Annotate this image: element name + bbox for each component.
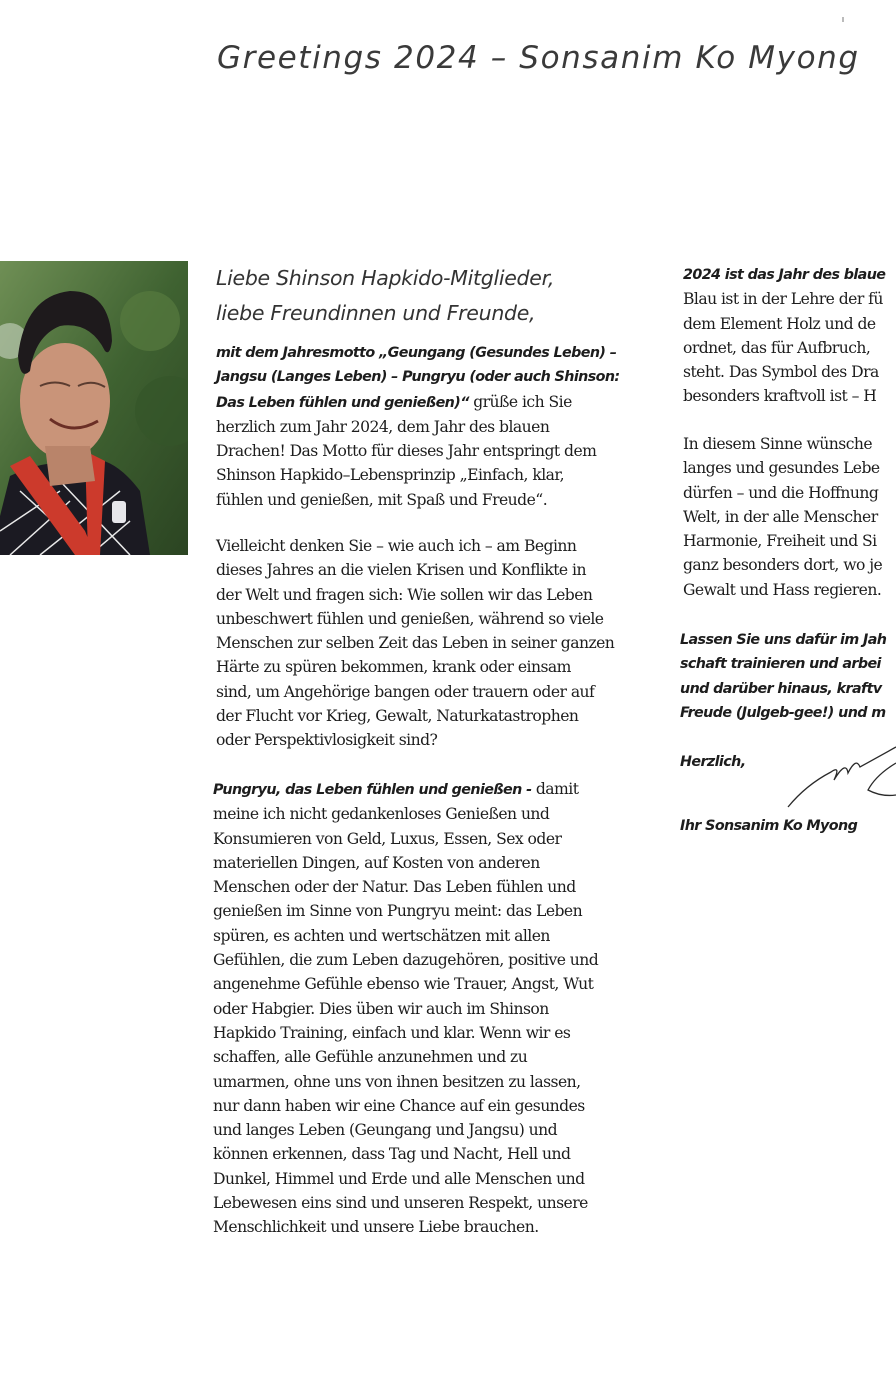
text-line: Menschen zur selben Zeit das Leben in seiner ganzen	[216, 634, 615, 653]
signature	[786, 745, 896, 815]
motto-bold-line: Jangsu (Langes Leben) – Pungryu (oder auch Shinson:	[216, 369, 620, 386]
text-line: unbeschwert fühlen und genießen, während so viele	[216, 609, 604, 628]
text-line: können erkennen, dass Tag und Nacht, Hell und	[213, 1145, 571, 1164]
text-line: umarmen, ohne uns von ihnen besitzen zu lassen,	[213, 1072, 581, 1091]
portrait-photo	[0, 261, 188, 555]
appeal-bold-line: schaft trainieren und arbei	[680, 656, 881, 673]
text-line: oder Perspektivlosigkeit sind?	[216, 731, 438, 750]
text-line: Harmonie, Freiheit und Si	[683, 532, 877, 551]
appeal-bold-line: Freude (Julgeb-gee!) und m	[680, 704, 886, 721]
scan-speck	[842, 17, 844, 22]
text-line: Menschlichkeit und unsere Liebe brauchen.	[213, 1218, 539, 1237]
text-run: grüße ich Sie	[468, 392, 572, 411]
text-line: meine ich nicht gedankenloses Genießen und	[213, 805, 550, 824]
paragraph-wishes	[683, 432, 896, 602]
text-line: ordnet, das für Aufbruch,	[683, 338, 871, 357]
paragraph-blue-dragon	[683, 263, 896, 409]
text-line: Gefühlen, die zum Leben dazugehören, positive und	[213, 951, 599, 970]
text-line: dürfen – und die Hoffnung	[683, 483, 879, 502]
paragraph-motto	[216, 341, 656, 512]
text-line: dem Element Holz und de	[683, 314, 876, 333]
text-line: und langes Leben (Geungang und Jangsu) und	[213, 1121, 558, 1140]
text-line: Konsumieren von Geld, Luxus, Essen, Sex oder	[213, 829, 562, 848]
text-line: spüren, es achten und wertschätzen mit allen	[213, 926, 550, 945]
text-line: fühlen und genießen, mit Spaß und Freude“.	[216, 490, 548, 509]
text-line: Hapkido Training, einfach und klar. Wenn wir es	[213, 1023, 571, 1042]
text-line: Blau ist in der Lehre der fü	[683, 290, 883, 309]
text-line: der Flucht vor Krieg, Gewalt, Naturkatastrophen	[216, 707, 579, 726]
paragraph-crises	[216, 534, 656, 753]
signature-name: Ihr Sonsanim Ko Myong	[680, 818, 858, 834]
text-line: Lebewesen eins sind und unseren Respekt, unsere	[213, 1194, 588, 1213]
pungryu-bold: Pungryu, das Leben fühlen und genießen -	[213, 782, 532, 798]
salutation	[216, 261, 656, 331]
text-line: der Welt und fragen sich: Wie sollen wir das Leben	[216, 585, 593, 604]
paragraph-pungryu	[213, 777, 653, 1240]
paragraph-appeal	[680, 628, 893, 725]
text-line: ganz besonders dort, wo je	[683, 556, 883, 575]
text-line: Vielleicht denken Sie – wie auch ich – am Beginn	[216, 537, 577, 555]
text-line: herzlich zum Jahr 2024, dem Jahr des blauen	[216, 417, 550, 436]
text-line: Härte zu spüren bekommen, krank oder einsam	[216, 658, 571, 677]
text-line: Drachen! Das Motto für dieses Jahr entspringt dem	[216, 442, 597, 461]
text-line: sind, um Angehörige bangen oder trauern oder auf	[216, 682, 595, 701]
appeal-bold-line: und darüber hinaus, kraftv	[680, 680, 882, 697]
portrait-illustration	[0, 261, 188, 555]
text-line: dieses Jahres an die vielen Krisen und Konflikte in	[216, 561, 586, 580]
text-line: genießen im Sinne von Pungryu meint: das Leben	[213, 902, 583, 921]
closing: Herzlich,	[680, 754, 746, 770]
text-line: oder Habgier. Dies üben wir auch im Shinson	[213, 999, 549, 1018]
text-line: Shinson Hapkido–Lebensprinzip „Einfach, klar,	[216, 466, 565, 485]
motto-bold-line: Das Leben fühlen und genießen)“	[216, 394, 469, 411]
text-line: angenehme Gefühle ebenso wie Trauer, Angst, Wut	[213, 975, 594, 994]
text-line: materiellen Dingen, auf Kosten von anderen	[213, 853, 540, 872]
text-line: In diesem Sinne wünsche	[683, 435, 873, 453]
text-line: steht. Das Symbol des Dra	[683, 363, 879, 382]
text-line: Gewalt und Hass regieren.	[683, 580, 882, 599]
page-title: Greetings 2024 – Sonsanim Ko Myong	[217, 40, 860, 76]
text-line: Welt, in der alle Menscher	[683, 507, 878, 526]
text-line: besonders kraftvoll ist – H	[683, 387, 877, 406]
appeal-bold-line: Lassen Sie uns dafür im Jah	[680, 632, 887, 648]
text-line: Dunkel, Himmel und Erde und alle Menschen und	[213, 1169, 585, 1188]
text-line: schaffen, alle Gefühle anzunehmen und zu	[213, 1048, 528, 1067]
text-line: nur dann haben wir eine Chance auf ein gesundes	[213, 1096, 585, 1115]
motto-bold-line: mit dem Jahresmotto „Geungang (Gesundes Leben) –	[216, 345, 617, 361]
salutation-line: Liebe Shinson Hapkido-Mitglieder,	[216, 266, 555, 290]
text-line: Menschen oder der Natur. Das Leben fühlen und	[213, 878, 576, 897]
text-line: langes und gesundes Lebe	[683, 459, 880, 478]
blue-dragon-heading: 2024 ist das Jahr des blaue	[683, 267, 886, 283]
text-run: damit	[531, 780, 579, 798]
salutation-line: liebe Freundinnen und Freunde,	[216, 301, 536, 325]
